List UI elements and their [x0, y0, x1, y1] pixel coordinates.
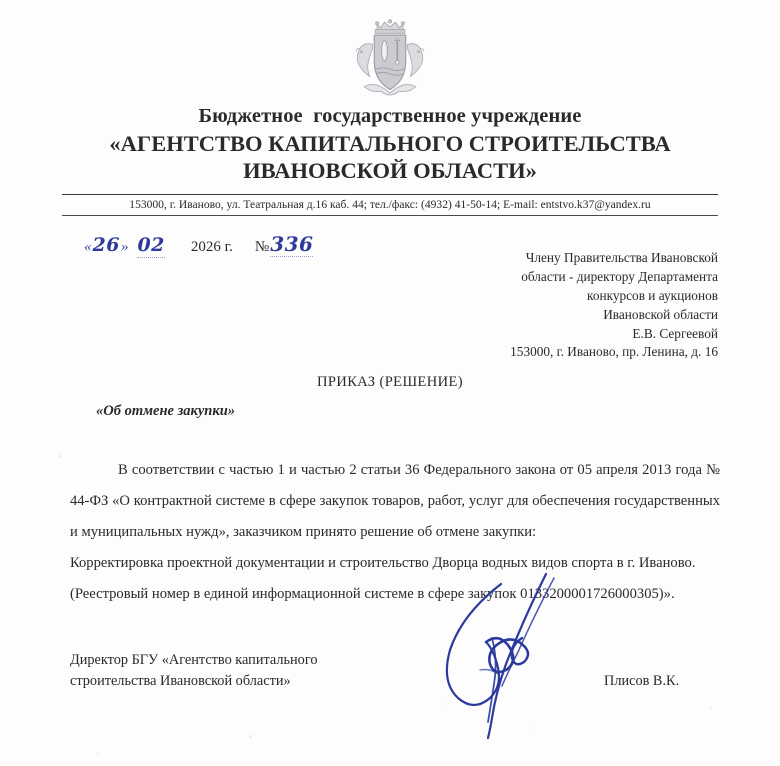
scan-speckle: [59, 455, 62, 458]
contact-line: 153000, г. Иваново, ул. Театральная д.16 каб. 44; тел./факс: (4932) 41-50-14; E-mail: entstvo.k37@yandex.ru: [129, 199, 651, 211]
addressee-line: Члену Правительства Ивановской: [525, 250, 718, 265]
document-body: [70, 455, 720, 610]
org-name-line-1: Бюджетное государственное учреждение: [198, 105, 582, 127]
body-paragraph-3: (Реестровый номер в единой информационной системе в сфере закупок 0133200001726000305)».: [70, 586, 675, 602]
scan-speckle: [531, 727, 533, 729]
addressee-block: [446, 249, 718, 362]
scan-speckle: [445, 703, 447, 705]
number-sign-label: №: [254, 239, 270, 255]
year-label: 2026 г.: [190, 239, 233, 255]
handwritten-month: 02: [137, 234, 165, 256]
signatory-title-line-2: строительства Ивановской области»: [70, 672, 291, 689]
signatory-title: [70, 650, 410, 691]
quote-open: «: [84, 239, 92, 255]
handwritten-document-number: 336: [270, 232, 314, 256]
letterhead-divider-bottom: [62, 215, 718, 216]
signatory-name: Плисов В.К.: [604, 673, 680, 689]
addressee-line: области - директору Департамента: [521, 268, 718, 284]
handwritten-day: 26: [92, 234, 120, 256]
scan-speckle: [710, 707, 712, 709]
letterhead-divider-top: [62, 194, 718, 195]
addressee-line: Е.В. Сергеевой: [632, 325, 718, 341]
org-name-line-3: ИВАНОВСКОЙ ОБЛАСТИ»: [243, 158, 537, 184]
order-subject: «Об отмене закупки»: [96, 403, 236, 419]
scan-speckle: [97, 752, 99, 754]
ivanovo-oblast-coat-of-arms-icon: [344, 14, 436, 106]
scan-speckle: [249, 735, 252, 738]
addressee-line: конкурсов и аукционов: [587, 287, 718, 303]
emblem-container: [0, 14, 780, 106]
letterhead: [60, 104, 720, 184]
body-paragraph-1: В соответствии с частью 1 и частью 2 статьи 36 Федерального закона от 05 апреля 2013 года № 44-ФЗ «О контрактной системе в сфере закупок товаров, работ, услуг для обеспечения государственных и муниципальных нужд», заказчиком принято решение об отмене закупки:: [70, 462, 720, 540]
document-reference-line: [84, 232, 313, 258]
body-paragraph-2: Корректировка проектной документации и строительство Дворца водных видов спорта в г. Иваново.: [70, 555, 696, 571]
org-name-line-2: «АГЕНТСТВО КАПИТАЛЬНОГО СТРОИТЕЛЬСТВА: [109, 131, 671, 157]
addressee-line: Ивановской области: [603, 306, 718, 322]
order-title: ПРИКАЗ (РЕШЕНИЕ): [317, 374, 463, 390]
signatory-title-line-1: Директор БГУ «Агентство капитального: [70, 652, 318, 668]
quote-close: »: [120, 239, 129, 255]
addressee-line: 153000, г. Иваново, пр. Ленина, д. 16: [510, 344, 718, 360]
